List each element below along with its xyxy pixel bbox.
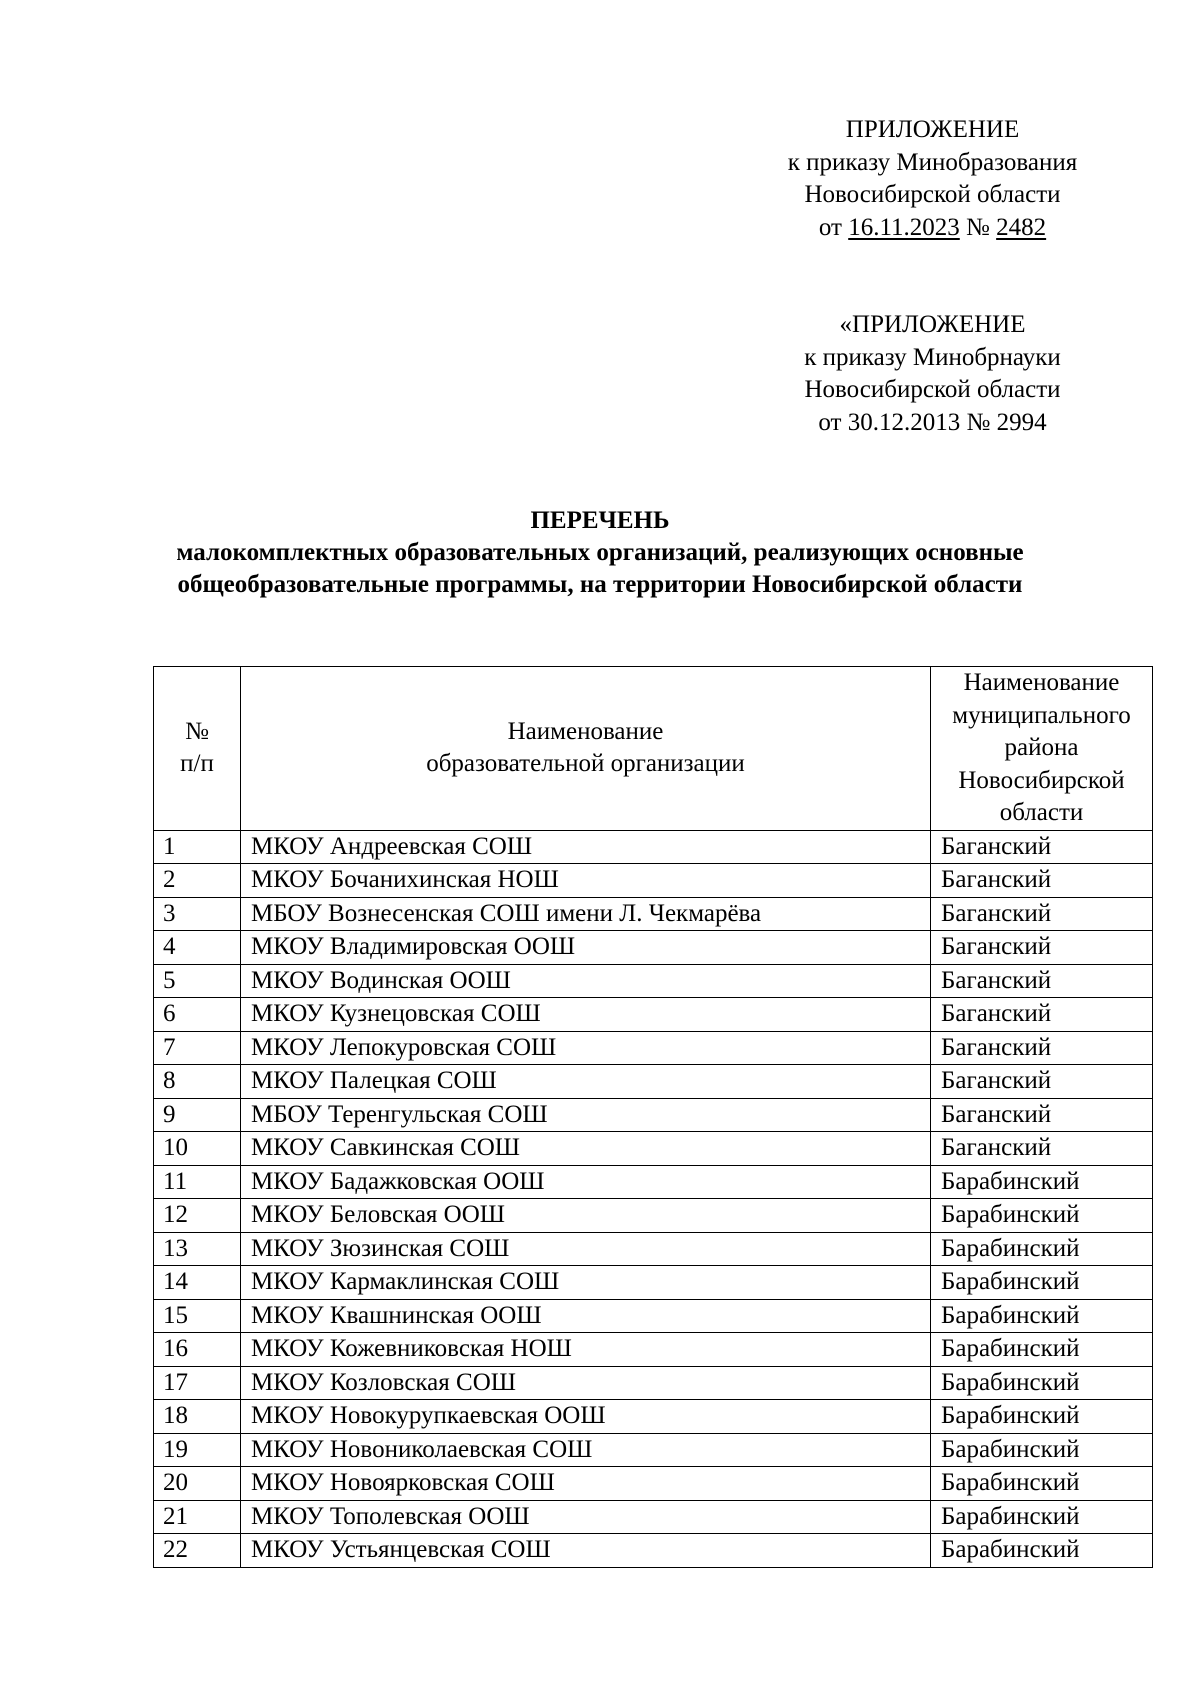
attachment-original-date-line: от 30.12.2013 № 2994 xyxy=(818,408,1047,436)
attachment-date-line xyxy=(680,212,1185,245)
organization-name-cell: МКОУ Кузнецовская СОШ xyxy=(241,998,931,1032)
organization-name-cell: МКОУ Новониколаевская СОШ xyxy=(241,1433,931,1467)
district-cell: Барабинский xyxy=(931,1534,1153,1568)
heading-title: ПЕРЕЧЕНЬ xyxy=(530,507,670,534)
table-row xyxy=(154,864,1153,898)
document-heading xyxy=(80,505,1120,601)
district-cell: Баганский xyxy=(931,931,1153,965)
organization-name-cell: МКОУ Владимировская ООШ xyxy=(241,931,931,965)
district-cell: Баганский xyxy=(931,964,1153,998)
organization-name-cell: МКОУ Бочанихинская НОШ xyxy=(241,864,931,898)
number-sign: № xyxy=(966,213,990,241)
header-name-line-1: Наименование xyxy=(507,717,664,745)
organization-name-cell: МКОУ Бадажковская ООШ xyxy=(241,1165,931,1199)
table-row xyxy=(154,1132,1153,1166)
attachment-region-line: Новосибирской области xyxy=(804,181,1061,208)
organization-name-cell: МКОУ Лепокуровская СОШ xyxy=(241,1031,931,1065)
row-number-cell: 8 xyxy=(154,1065,241,1099)
header-number-sign: № xyxy=(185,717,209,745)
header-district-line-4: Новосибирской xyxy=(958,766,1125,794)
row-number-cell: 13 xyxy=(154,1232,241,1266)
organization-name-cell: МКОУ Савкинская СОШ xyxy=(241,1132,931,1166)
organization-name-cell: МКОУ Андреевская СОШ xyxy=(241,830,931,864)
district-cell: Барабинский xyxy=(931,1400,1153,1434)
district-cell: Барабинский xyxy=(931,1165,1153,1199)
table-row xyxy=(154,1534,1153,1568)
district-cell: Баганский xyxy=(931,1098,1153,1132)
organization-name-cell: МКОУ Тополевская ООШ xyxy=(241,1500,931,1534)
row-number-cell: 19 xyxy=(154,1433,241,1467)
attachment-order-line: к приказу Минобразования xyxy=(787,148,1078,176)
order-date: 16.11.2023 xyxy=(848,213,960,241)
row-number-cell: 4 xyxy=(154,931,241,965)
header-name-line-2: образовательной организации xyxy=(426,750,745,778)
organization-name-cell: МКОУ Зюзинская СОШ xyxy=(241,1232,931,1266)
heading-subtitle-line-1: малокомплектных образовательных организаций, реализующих основные xyxy=(176,539,1024,566)
table-header-row xyxy=(154,667,1153,831)
header-district-line-1: Наименование xyxy=(963,669,1120,696)
heading-subtitle-line-2: общеобразовательные программы, на территории Новосибирской области xyxy=(177,571,1023,598)
district-cell: Барабинский xyxy=(931,1433,1153,1467)
table-row xyxy=(154,1400,1153,1434)
organization-name-cell: МКОУ Беловская ООШ xyxy=(241,1199,931,1233)
table-row xyxy=(154,1467,1153,1501)
district-cell: Барабинский xyxy=(931,1299,1153,1333)
organization-name-cell: МКОУ Устьянцевская СОШ xyxy=(241,1534,931,1568)
table-row xyxy=(154,1433,1153,1467)
table-row xyxy=(154,998,1153,1032)
row-number-cell: 20 xyxy=(154,1467,241,1501)
header-district-line-3: района xyxy=(1004,734,1079,761)
row-number-cell: 16 xyxy=(154,1333,241,1367)
district-cell: Барабинский xyxy=(931,1366,1153,1400)
table-row xyxy=(154,1333,1153,1367)
attachment-original-block xyxy=(680,309,1185,439)
attachment-title: ПРИЛОЖЕНИЕ xyxy=(845,116,1020,143)
date-prefix: от xyxy=(818,213,842,241)
attachment-original-title: «ПРИЛОЖЕНИЕ xyxy=(839,311,1026,338)
table-row xyxy=(154,1098,1153,1132)
table-row xyxy=(154,1299,1153,1333)
attachment-current-block xyxy=(680,114,1185,244)
attachment-original-order-line: к приказу Минобрнауки xyxy=(804,343,1061,371)
organization-name-cell: МКОУ Кожевниковская НОШ xyxy=(241,1333,931,1367)
organization-name-cell: МКОУ Новокурупкаевская ООШ xyxy=(241,1400,931,1434)
attachment-original-region-line: Новосибирской области xyxy=(804,376,1061,403)
district-cell: Барабинский xyxy=(931,1266,1153,1300)
district-cell: Барабинский xyxy=(931,1232,1153,1266)
organization-name-cell: МКОУ Водинская ООШ xyxy=(241,964,931,998)
table-row xyxy=(154,1266,1153,1300)
table-row xyxy=(154,1065,1153,1099)
organization-name-cell: МКОУ Квашнинская ООШ xyxy=(241,1299,931,1333)
row-number-cell: 17 xyxy=(154,1366,241,1400)
district-cell: Баганский xyxy=(931,998,1153,1032)
order-number: 2482 xyxy=(996,213,1047,241)
organization-name-cell: МКОУ Палецкая СОШ xyxy=(241,1065,931,1099)
table-row xyxy=(154,964,1153,998)
table-row xyxy=(154,1232,1153,1266)
row-number-cell: 1 xyxy=(154,830,241,864)
district-cell: Баганский xyxy=(931,1132,1153,1166)
row-number-cell: 3 xyxy=(154,897,241,931)
row-number-cell: 7 xyxy=(154,1031,241,1065)
table-row xyxy=(154,931,1153,965)
district-cell: Баганский xyxy=(931,830,1153,864)
column-header-district xyxy=(931,667,1153,831)
header-district-line-2: муниципального xyxy=(952,701,1131,729)
table-row xyxy=(154,1031,1153,1065)
district-cell: Баганский xyxy=(931,897,1153,931)
district-cell: Барабинский xyxy=(931,1500,1153,1534)
table-row xyxy=(154,1366,1153,1400)
row-number-cell: 15 xyxy=(154,1299,241,1333)
table-row xyxy=(154,897,1153,931)
table-row xyxy=(154,830,1153,864)
district-cell: Баганский xyxy=(931,1065,1153,1099)
row-number-cell: 12 xyxy=(154,1199,241,1233)
header-number-abbr: п/п xyxy=(180,750,214,778)
row-number-cell: 22 xyxy=(154,1534,241,1568)
row-number-cell: 18 xyxy=(154,1400,241,1434)
district-cell: Баганский xyxy=(931,864,1153,898)
column-header-name xyxy=(241,667,931,831)
organizations-table xyxy=(153,666,1153,1568)
column-header-number xyxy=(154,667,241,831)
row-number-cell: 2 xyxy=(154,864,241,898)
district-cell: Барабинский xyxy=(931,1333,1153,1367)
row-number-cell: 14 xyxy=(154,1266,241,1300)
organization-name-cell: МКОУ Козловская СОШ xyxy=(241,1366,931,1400)
organization-name-cell: МБОУ Теренгульская СОШ xyxy=(241,1098,931,1132)
row-number-cell: 6 xyxy=(154,998,241,1032)
organization-name-cell: МКОУ Новоярковская СОШ xyxy=(241,1467,931,1501)
table-body xyxy=(154,830,1153,1567)
table-row xyxy=(154,1500,1153,1534)
header-district-line-5: области xyxy=(999,799,1084,826)
district-cell: Барабинский xyxy=(931,1199,1153,1233)
row-number-cell: 21 xyxy=(154,1500,241,1534)
district-cell: Барабинский xyxy=(931,1467,1153,1501)
row-number-cell: 11 xyxy=(154,1165,241,1199)
table-row xyxy=(154,1199,1153,1233)
row-number-cell: 9 xyxy=(154,1098,241,1132)
district-cell: Баганский xyxy=(931,1031,1153,1065)
organization-name-cell: МКОУ Кармаклинская СОШ xyxy=(241,1266,931,1300)
table-row xyxy=(154,1165,1153,1199)
organization-name-cell: МБОУ Вознесенская СОШ имени Л. Чекмарёва xyxy=(241,897,931,931)
row-number-cell: 5 xyxy=(154,964,241,998)
row-number-cell: 10 xyxy=(154,1132,241,1166)
